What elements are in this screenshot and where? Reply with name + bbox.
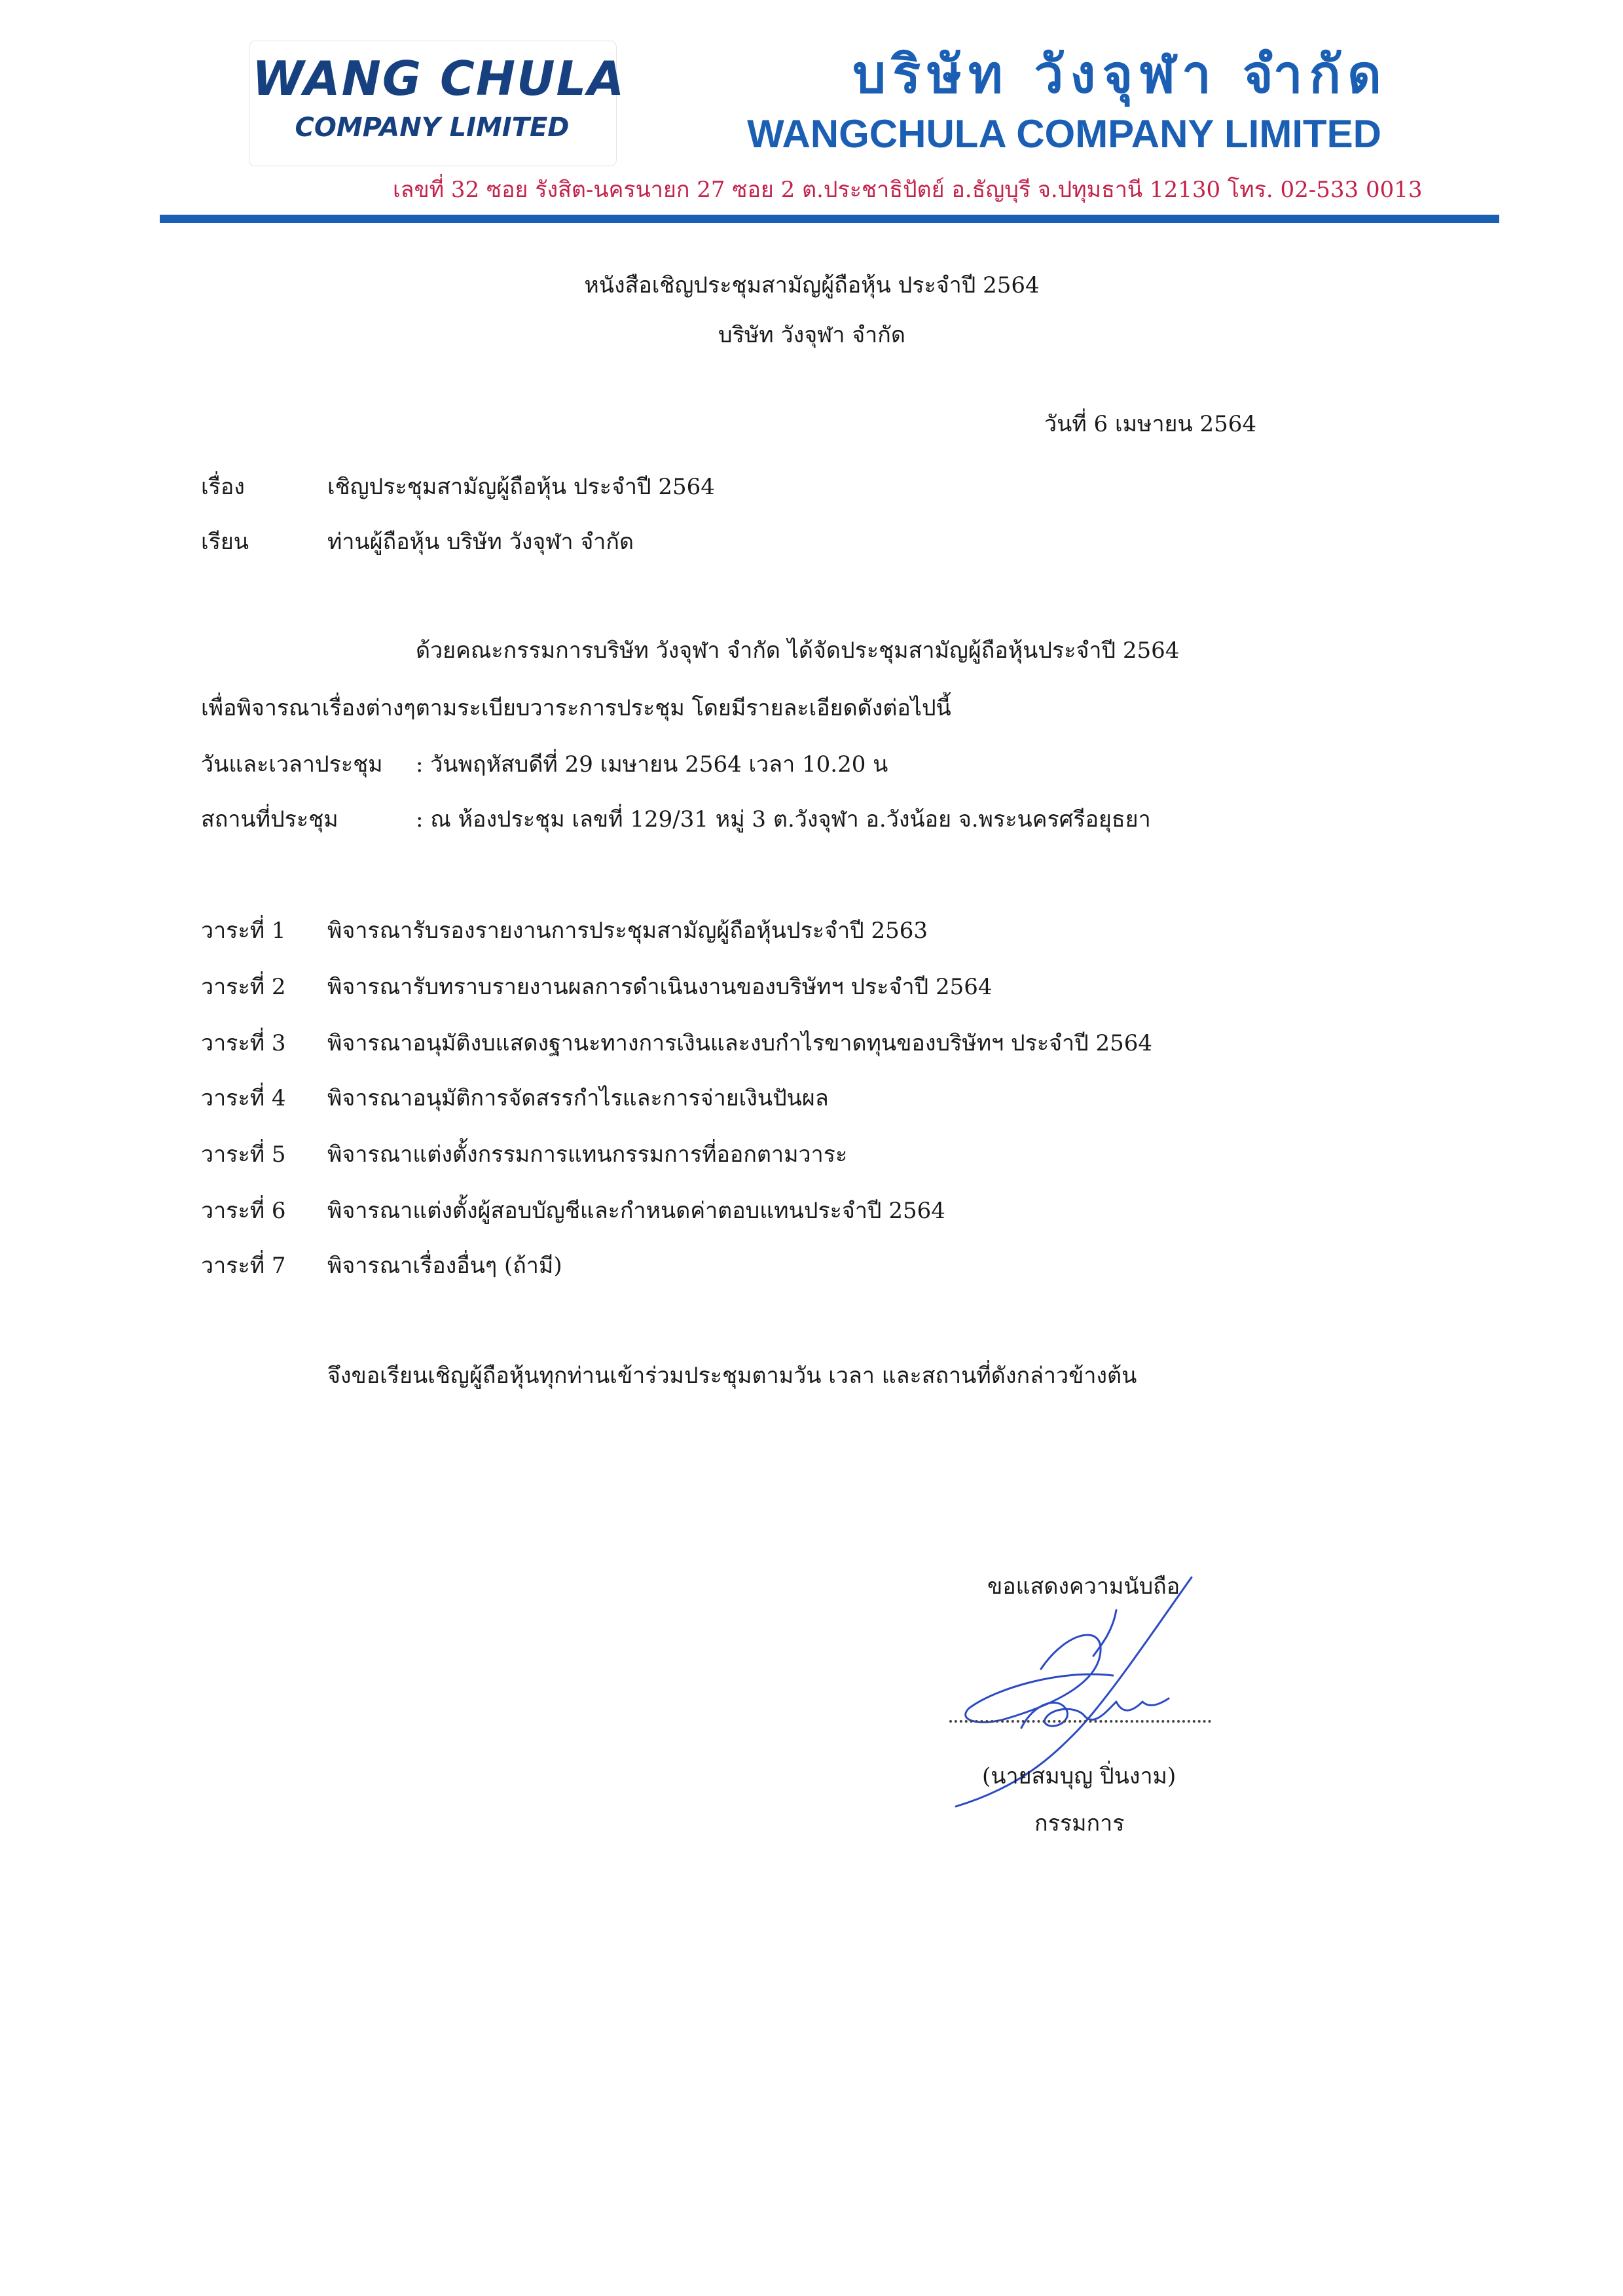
agenda-text: พิจารณาแต่งตั้งผู้สอบบัญชีและกำหนดค่าตอบแทนประจำปี 2564	[327, 1198, 945, 1224]
header-divider	[160, 215, 1499, 223]
agenda-text: พิจารณาเรื่องอื่นๆ (ถ้ามี)	[327, 1253, 562, 1279]
subject-label: เรื่อง	[201, 474, 245, 500]
logo-text-line1: WANG CHULA	[252, 51, 626, 106]
agenda-text: พิจารณาอนุมัติการจัดสรรกำไรและการจ่ายเงินปันผล	[327, 1085, 829, 1111]
document-company: บริษัท วังจุฬา จำกัด	[718, 322, 905, 348]
closing-text: จึงขอเรียนเชิญผู้ถือหุ้นทุกท่านเข้าร่วมประชุมตามวัน เวลา และสถานที่ดังกล่าวข้างต้น	[327, 1363, 1137, 1389]
agenda-label: วาระที่ 6	[201, 1198, 286, 1224]
meeting-place-value: : ณ ห้องประชุม เลขที่ 129/31 หมู่ 3 ต.วังจุฬา อ.วังน้อย จ.พระนครศรีอยุธยา	[416, 806, 1151, 833]
signatory-position: กรรมการ	[1034, 1810, 1125, 1837]
company-address: เลขที่ 32 ซอย รังสิต-นครนายก 27 ซอย 2 ต.ประชาธิปัตย์ อ.ธัญบุรี จ.ปทุมธานี 12130 โทร. 02-533 0013	[393, 177, 1423, 203]
intro-line1: ด้วยคณะกรรมการบริษัท วังจุฬา จำกัด ได้จัดประชุมสามัญผู้ถือหุ้นประจำปี 2564	[416, 637, 1180, 664]
company-name-thai: บริษัท วังจุฬา จำกัด	[852, 44, 1388, 105]
recipient-text: ท่านผู้ถือหุ้น บริษัท วังจุฬา จำกัด	[327, 529, 634, 555]
agenda-label: วาระที่ 4	[201, 1085, 286, 1111]
company-name-english: WANGCHULA COMPANY LIMITED	[747, 112, 1381, 156]
recipient-label: เรียน	[201, 529, 249, 555]
meeting-datetime-label: วันและเวลาประชุม	[201, 751, 383, 778]
agenda-text: พิจารณารับทราบรายงานผลการดำเนินงานของบริษัทฯ ประจำปี 2564	[327, 974, 993, 1000]
agenda-label: วาระที่ 5	[201, 1141, 286, 1168]
subject-text: เชิญประชุมสามัญผู้ถือหุ้น ประจำปี 2564	[327, 474, 715, 500]
meeting-place-label: สถานที่ประชุม	[201, 806, 338, 833]
agenda-label: วาระที่ 7	[201, 1253, 286, 1279]
agenda-label: วาระที่ 2	[201, 974, 286, 1000]
signature-line	[949, 1720, 1211, 1723]
agenda-label: วาระที่ 1	[201, 918, 286, 944]
regards-text: ขอแสดงความนับถือ	[987, 1573, 1180, 1600]
agenda-text: พิจารณาอนุมัติงบแสดงฐานะทางการเงินและงบกำไรขาดทุนของบริษัทฯ ประจำปี 2564	[327, 1030, 1153, 1056]
agenda-text: พิจารณาแต่งตั้งกรรมการแทนกรรมการที่ออกตามวาระ	[327, 1141, 848, 1168]
meeting-datetime-value: : วันพฤหัสบดีที่ 29 เมษายน 2564 เวลา 10.20 น	[416, 751, 888, 778]
document-title: หนังสือเชิญประชุมสามัญผู้ถือหุ้น ประจำปี 2564	[584, 272, 1040, 298]
intro-line2: เพื่อพิจารณาเรื่องต่างๆตามระเบียบวาระการประชุม โดยมีรายละเอียดดังต่อไปนี้	[201, 695, 951, 721]
agenda-text: พิจารณารับรองรายงานการประชุมสามัญผู้ถือหุ้นประจำปี 2563	[327, 918, 928, 944]
document-date: วันที่ 6 เมษายน 2564	[1044, 411, 1257, 437]
signatory-name: (นายสมบุญ ปิ่นงาม)	[982, 1763, 1176, 1789]
agenda-label: วาระที่ 3	[201, 1030, 286, 1056]
logo-text-line2: COMPANY LIMITED	[295, 113, 570, 143]
